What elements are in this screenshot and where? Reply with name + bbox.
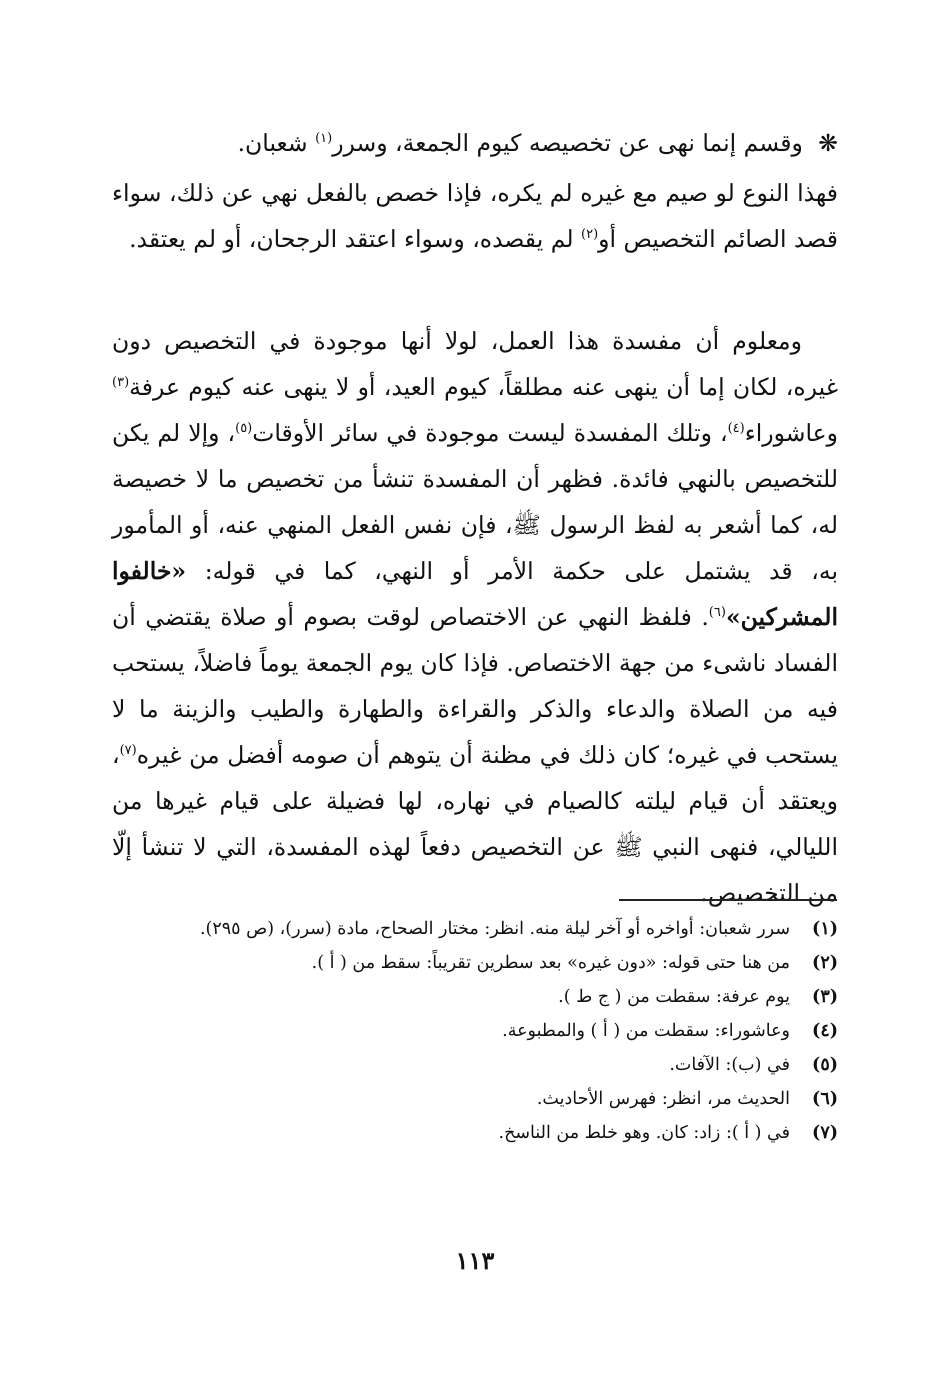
footnote-7 (112, 1116, 838, 1150)
footnote-5 (112, 1048, 838, 1082)
footnote-ref-5[interactable]: (٥) (235, 421, 253, 437)
footnote-1 (112, 912, 838, 946)
footnote-ref-4[interactable]: (٤) (727, 421, 745, 437)
footnotes-list (112, 912, 838, 1150)
footnote-3 (112, 980, 838, 1014)
footnote-text: وعاشوراء: سقطت من ( أ ) والمطبوعة. (502, 1021, 790, 1041)
footnote-ref-2[interactable]: (٢) (581, 227, 599, 243)
paragraph-3-text-a: ومعلوم أن مفسدة هذا العمل، لولا أنها موجودة في التخصيص دون غيره، لكان إما أن ينهى عنه مطلقاً، كيوم العيد، أو لا ينهى عنه كيوم عرفة (112, 327, 838, 401)
footnote-number: (٤) (812, 1021, 838, 1041)
paragraph-2-text-a: فهذا النوع لو صيم مع غيره لم يكره، فإذا خصص بالفعل نهي عن ذلك، سواء قصد الصائم التخصيص أو (112, 179, 838, 253)
page-number: ١١٣ (455, 1246, 495, 1275)
bullet-star-icon: ❋ (818, 129, 838, 157)
footnote-text: في ( أ ): زاد: كان. وهو خلط من الناسخ. (498, 1123, 790, 1143)
footnote-number: (١) (812, 919, 838, 939)
paragraph-1 (112, 120, 838, 166)
section-2 (112, 170, 838, 262)
footnote-text: الحديث مر، انظر: فهرس الأحاديث. (536, 1089, 790, 1109)
footnote-ref-6[interactable]: (٦) (708, 605, 726, 621)
paragraph-3-text-b: وعاشوراء (744, 419, 839, 447)
footnote-ref-1[interactable]: (١) (315, 131, 333, 147)
hadith-quote: «خالفوا المشركين» (112, 557, 838, 631)
footnote-number: (٣) (812, 987, 838, 1007)
paragraph-1-text-b: شعبان. (237, 129, 308, 157)
section-3 (112, 318, 838, 916)
paragraph-3-text-f: ، ويعتقد أن قيام ليلته كالصيام في نهاره، لها فضيلة على قيام غيرها من الليالي، فنهى النبي ﷺ عن التخصيص دفعاً لهذه المفسدة، التي لا تنشأ إلّا من التخصيص. (112, 741, 838, 907)
paragraph-1-text-a: وقسم إنما نهى عن تخصيصه كيوم الجمعة، وسرر (332, 129, 803, 157)
footnote-text: في (ب): الآفات. (669, 1055, 790, 1075)
footnote-4 (112, 1014, 838, 1048)
footnote-number: (٥) (812, 1055, 838, 1075)
footnote-text: سرر شعبان: أواخره أو آخر ليلة منه. انظر: مختار الصحاح، مادة (سرر)، (ص ٢٩٥). (199, 919, 790, 939)
paragraph-3 (112, 318, 838, 916)
section-1 (112, 120, 838, 166)
paragraph-3-text-e: . فلفظ النهي عن الاختصاص لوقت بصوم أو صلاة يقتضي أن الفساد ناشىء من جهة الاختصاص. فإذا كان يوم الجمعة يوماً فاضلاً، يستحب فيه من الصلاة والدعاء والذكر والقراءة والطهارة والطيب والزينة ما لا يستحب في غيره؛ كان ذلك في مظنة أن يتوهم أن صومه أفضل من غيره (112, 603, 838, 769)
footnote-divider (619, 899, 837, 901)
footnote-text: يوم عرفة: سقطت من ( ج ط ). (558, 987, 790, 1007)
footnote-number: (٢) (812, 953, 838, 973)
paragraph-3-text-d: ، وإلا لم يكن للتخصيص بالنهي فائدة. فظهر أن المفسدة تنشأ من تخصيص ما لا خصيصة له، كما أشعر به لفظ الرسول ﷺ، فإن نفس الفعل المنهي عنه، أو المأمور به، قد يشتمل على حكمة الأمر أو النهي، كما في قوله: (112, 419, 838, 585)
footnote-6 (112, 1082, 838, 1116)
footnote-2 (112, 946, 838, 980)
paragraph-2-text-b: لم يقصده، وسواء اعتقد الرجحان، أو لم يعتقد. (129, 225, 574, 253)
footnote-number: (٦) (812, 1089, 838, 1109)
footnote-number: (٧) (812, 1123, 838, 1143)
paragraph-3-text-c: ، وتلك المفسدة ليست موجودة في سائر الأوقات (252, 419, 728, 447)
footnote-text: من هنا حتى قوله: «دون غيره» بعد سطرين تقريباً: سقط من ( أ ). (311, 953, 790, 973)
paragraph-2 (112, 170, 838, 262)
footnote-ref-3[interactable]: (٣) (112, 375, 130, 391)
footnote-ref-7[interactable]: (٧) (119, 743, 137, 759)
